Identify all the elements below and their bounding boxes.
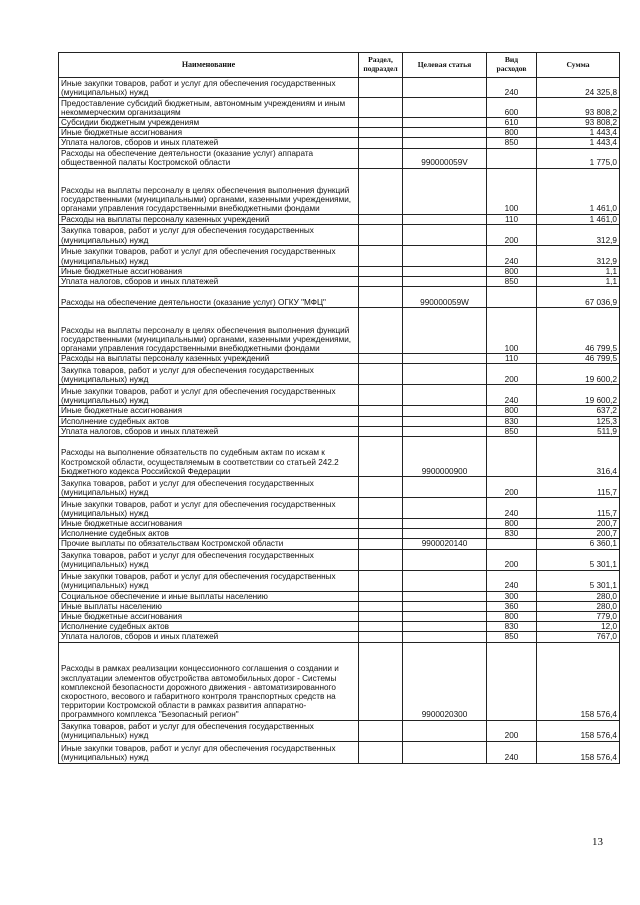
- cell-kind: 110: [487, 354, 537, 364]
- cell-sum: 93 808,2: [537, 118, 620, 128]
- cell-sum: 5 301,1: [537, 570, 620, 591]
- cell-section: [359, 308, 403, 354]
- table-row: [59, 549, 620, 570]
- cell-name: Иные бюджетные ассигнования: [59, 612, 359, 622]
- cell-section: [359, 148, 403, 168]
- cell-sum: 200,7: [537, 529, 620, 539]
- table-row: [59, 277, 620, 287]
- table-row: [59, 720, 620, 741]
- cell-sum: 12,0: [537, 622, 620, 632]
- cell-kind: 240: [487, 570, 537, 591]
- cell-sum: 1 775,0: [537, 148, 620, 168]
- cell-target: [403, 426, 487, 436]
- cell-name: Иные выплаты населению: [59, 601, 359, 611]
- cell-kind: 850: [487, 632, 537, 642]
- table-row: [59, 426, 620, 436]
- cell-sum: 511,9: [537, 426, 620, 436]
- table-row: [59, 406, 620, 416]
- cell-target: 990000059V: [403, 148, 487, 168]
- cell-name: Иные закупки товаров, работ и услуг для обеспечения государственных (муниципальных) нужд: [59, 385, 359, 406]
- table-row: [59, 741, 620, 763]
- cell-kind: 800: [487, 519, 537, 529]
- cell-kind: 110: [487, 214, 537, 224]
- cell-name: Исполнение судебных актов: [59, 622, 359, 632]
- cell-sum: 316,4: [537, 437, 620, 477]
- cell-target: [403, 385, 487, 406]
- cell-sum: 1,1: [537, 266, 620, 276]
- cell-target: [403, 549, 487, 570]
- cell-kind: 200: [487, 549, 537, 570]
- cell-name: Уплата налогов, сборов и иных платежей: [59, 426, 359, 436]
- cell-name: Исполнение судебных актов: [59, 416, 359, 426]
- cell-kind: 800: [487, 266, 537, 276]
- cell-section: [359, 416, 403, 426]
- table-row: [59, 224, 620, 245]
- cell-sum: 125,3: [537, 416, 620, 426]
- table-row: [59, 539, 620, 549]
- cell-sum: 19 600,2: [537, 385, 620, 406]
- cell-target: [403, 245, 487, 266]
- cell-section: [359, 632, 403, 642]
- cell-name: Предоставление субсидий бюджетным, автономным учреждениям и иным некоммерческим организациям: [59, 98, 359, 118]
- table-row: [59, 385, 620, 406]
- cell-sum: 46 799,5: [537, 308, 620, 354]
- cell-section: [359, 539, 403, 549]
- cell-target: [403, 364, 487, 385]
- cell-sum: 312,9: [537, 224, 620, 245]
- table-row: [59, 477, 620, 498]
- cell-section: [359, 266, 403, 276]
- cell-name: Иные закупки товаров, работ и услуг для обеспечения государственных (муниципальных) нужд: [59, 78, 359, 98]
- cell-name: Закупка товаров, работ и услуг для обеспечения государственных (муниципальных) нужд: [59, 549, 359, 570]
- cell-kind: [487, 437, 537, 477]
- cell-section: [359, 168, 403, 214]
- cell-name: Расходы на выплаты персоналу казенных учреждений: [59, 354, 359, 364]
- cell-name: Исполнение судебных актов: [59, 529, 359, 539]
- cell-name: Расходы на обеспечение деятельности (оказание услуг) ОГКУ "МФЦ": [59, 287, 359, 308]
- table-row: [59, 519, 620, 529]
- cell-sum: 1,1: [537, 277, 620, 287]
- table-row: [59, 98, 620, 118]
- cell-target: [403, 78, 487, 98]
- cell-name: Иные закупки товаров, работ и услуг для обеспечения государственных (муниципальных) нужд: [59, 741, 359, 763]
- cell-target: [403, 741, 487, 763]
- cell-name: Закупка товаров, работ и услуг для обеспечения государственных (муниципальных) нужд: [59, 364, 359, 385]
- table-row: [59, 570, 620, 591]
- cell-name: Иные бюджетные ассигнования: [59, 406, 359, 416]
- cell-kind: 100: [487, 308, 537, 354]
- cell-target: [403, 168, 487, 214]
- cell-section: [359, 138, 403, 148]
- cell-section: [359, 720, 403, 741]
- cell-name: Расходы на выполнение обязательств по судебным актам по искам к Костромской области, осуществляемым в соответствии со статьей 242.2 Бюджетного кодекса Российской Федерации: [59, 437, 359, 477]
- cell-section: [359, 406, 403, 416]
- cell-kind: 240: [487, 385, 537, 406]
- cell-target: [403, 224, 487, 245]
- cell-target: 9900000900: [403, 437, 487, 477]
- header-sum: Сумма: [537, 53, 620, 78]
- cell-sum: 280,0: [537, 591, 620, 601]
- cell-sum: 93 808,2: [537, 98, 620, 118]
- cell-name: Закупка товаров, работ и услуг для обеспечения государственных (муниципальных) нужд: [59, 720, 359, 741]
- cell-section: [359, 128, 403, 138]
- cell-sum: 312,9: [537, 245, 620, 266]
- cell-target: [403, 118, 487, 128]
- cell-sum: 158 576,4: [537, 741, 620, 763]
- cell-sum: 24 325,8: [537, 78, 620, 98]
- cell-target: 990000059W: [403, 287, 487, 308]
- cell-kind: 200: [487, 720, 537, 741]
- cell-kind: 850: [487, 277, 537, 287]
- table-row: [59, 529, 620, 539]
- cell-section: [359, 426, 403, 436]
- table-row: [59, 214, 620, 224]
- cell-target: [403, 98, 487, 118]
- cell-target: [403, 308, 487, 354]
- cell-kind: 830: [487, 622, 537, 632]
- cell-target: [403, 529, 487, 539]
- header-kind: Вид расходов: [487, 53, 537, 78]
- cell-section: [359, 385, 403, 406]
- cell-name: Иные бюджетные ассигнования: [59, 519, 359, 529]
- cell-name: Расходы на выплаты персоналу в целях обеспечения выполнения функций государственными (муниципальными) органами, казенными учреждениями, органами управления государственными внебюджетными фондами: [59, 308, 359, 354]
- table-row: [59, 148, 620, 168]
- cell-section: [359, 98, 403, 118]
- cell-kind: [487, 287, 537, 308]
- cell-kind: 240: [487, 741, 537, 763]
- cell-kind: 240: [487, 78, 537, 98]
- cell-section: [359, 529, 403, 539]
- cell-section: [359, 591, 403, 601]
- cell-kind: [487, 642, 537, 720]
- cell-name: Иные закупки товаров, работ и услуг для обеспечения государственных (муниципальных) нужд: [59, 498, 359, 519]
- cell-kind: [487, 148, 537, 168]
- cell-kind: 850: [487, 426, 537, 436]
- table-row: [59, 128, 620, 138]
- cell-kind: 830: [487, 416, 537, 426]
- cell-kind: 240: [487, 245, 537, 266]
- cell-section: [359, 477, 403, 498]
- table-row: [59, 118, 620, 128]
- cell-target: 9900020140: [403, 539, 487, 549]
- table-row: [59, 138, 620, 148]
- cell-target: [403, 612, 487, 622]
- cell-kind: 830: [487, 529, 537, 539]
- cell-kind: 100: [487, 168, 537, 214]
- cell-sum: 1 461,0: [537, 168, 620, 214]
- cell-name: Прочие выплаты по обязательствам Костромской области: [59, 539, 359, 549]
- cell-section: [359, 245, 403, 266]
- cell-section: [359, 549, 403, 570]
- table-row: [59, 622, 620, 632]
- cell-sum: 1 443,4: [537, 128, 620, 138]
- cell-section: [359, 287, 403, 308]
- cell-section: [359, 741, 403, 763]
- cell-section: [359, 519, 403, 529]
- cell-sum: 1 461,0: [537, 214, 620, 224]
- cell-name: Расходы на выплаты персоналу казенных учреждений: [59, 214, 359, 224]
- cell-target: [403, 591, 487, 601]
- cell-sum: 767,0: [537, 632, 620, 642]
- cell-sum: 67 036,9: [537, 287, 620, 308]
- cell-kind: 240: [487, 498, 537, 519]
- cell-target: [403, 570, 487, 591]
- table-row: [59, 308, 620, 354]
- table-row: [59, 601, 620, 611]
- cell-sum: 200,7: [537, 519, 620, 529]
- cell-name: Уплата налогов, сборов и иных платежей: [59, 632, 359, 642]
- cell-section: [359, 642, 403, 720]
- table-row: [59, 266, 620, 276]
- cell-target: [403, 266, 487, 276]
- cell-target: [403, 354, 487, 364]
- cell-section: [359, 214, 403, 224]
- cell-sum: 5 301,1: [537, 549, 620, 570]
- cell-sum: 19 600,2: [537, 364, 620, 385]
- cell-kind: 610: [487, 118, 537, 128]
- cell-name: Закупка товаров, работ и услуг для обеспечения государственных (муниципальных) нужд: [59, 477, 359, 498]
- cell-sum: 6 360,1: [537, 539, 620, 549]
- budget-table: [58, 52, 620, 764]
- cell-target: [403, 416, 487, 426]
- cell-target: [403, 632, 487, 642]
- table-row: [59, 612, 620, 622]
- cell-section: [359, 570, 403, 591]
- cell-section: [359, 118, 403, 128]
- cell-kind: 600: [487, 98, 537, 118]
- cell-section: [359, 224, 403, 245]
- cell-section: [359, 354, 403, 364]
- cell-name: Уплата налогов, сборов и иных платежей: [59, 138, 359, 148]
- cell-sum: 158 576,4: [537, 720, 620, 741]
- cell-target: [403, 601, 487, 611]
- cell-section: [359, 277, 403, 287]
- cell-target: [403, 622, 487, 632]
- cell-sum: 1 443,4: [537, 138, 620, 148]
- table-row: [59, 642, 620, 720]
- cell-kind: 800: [487, 406, 537, 416]
- table-row: [59, 437, 620, 477]
- cell-target: [403, 138, 487, 148]
- cell-name: Иные бюджетные ассигнования: [59, 266, 359, 276]
- cell-target: [403, 406, 487, 416]
- cell-target: [403, 720, 487, 741]
- cell-section: [359, 78, 403, 98]
- page-number: 13: [592, 836, 603, 848]
- cell-kind: 800: [487, 612, 537, 622]
- cell-section: [359, 437, 403, 477]
- table-row: [59, 364, 620, 385]
- cell-sum: 115,7: [537, 498, 620, 519]
- cell-name: Расходы в рамках реализации концессионного соглашения о создании и эксплуатации элементов обустройства автомобильных дорог - Системы комплексной безопасности дорожного движения - автоматизированного скоростного, весового и габаритного контроля транспортных средств на территории Костромской области в рамках развития аппаратно-программного комплекса "Безопасный регион": [59, 642, 359, 720]
- cell-section: [359, 364, 403, 385]
- cell-target: [403, 128, 487, 138]
- cell-kind: [487, 539, 537, 549]
- cell-name: Расходы на выплаты персоналу в целях обеспечения выполнения функций государственными (муниципальными) органами, казенными учреждениями, органами управления государственными внебюджетными фондами: [59, 168, 359, 214]
- cell-sum: 46 799,5: [537, 354, 620, 364]
- table-row: [59, 287, 620, 308]
- cell-name: Расходы на обеспечение деятельности (оказание услуг) аппарата общественной палаты Костромской области: [59, 148, 359, 168]
- table-row: [59, 632, 620, 642]
- cell-kind: 200: [487, 477, 537, 498]
- header-section: Раздел, подраздел: [359, 53, 403, 78]
- cell-section: [359, 612, 403, 622]
- cell-name: Социальное обеспечение и иные выплаты населению: [59, 591, 359, 601]
- cell-kind: 800: [487, 128, 537, 138]
- cell-name: Иные закупки товаров, работ и услуг для обеспечения государственных (муниципальных) нужд: [59, 570, 359, 591]
- cell-name: Иные закупки товаров, работ и услуг для обеспечения государственных (муниципальных) нужд: [59, 245, 359, 266]
- cell-name: Уплата налогов, сборов и иных платежей: [59, 277, 359, 287]
- cell-kind: 360: [487, 601, 537, 611]
- cell-section: [359, 601, 403, 611]
- cell-sum: 158 576,4: [537, 642, 620, 720]
- cell-kind: 300: [487, 591, 537, 601]
- cell-sum: 779,0: [537, 612, 620, 622]
- cell-kind: 200: [487, 224, 537, 245]
- table-row: [59, 168, 620, 214]
- cell-name: Субсидии бюджетным учреждениям: [59, 118, 359, 128]
- cell-name: Закупка товаров, работ и услуг для обеспечения государственных (муниципальных) нужд: [59, 224, 359, 245]
- cell-target: [403, 477, 487, 498]
- cell-target: [403, 214, 487, 224]
- cell-name: Иные бюджетные ассигнования: [59, 128, 359, 138]
- table-row: [59, 78, 620, 98]
- table-row: [59, 416, 620, 426]
- cell-section: [359, 622, 403, 632]
- cell-target: [403, 519, 487, 529]
- header-target: Целевая статья: [403, 53, 487, 78]
- cell-target: [403, 498, 487, 519]
- cell-target: 9900020300: [403, 642, 487, 720]
- table-row: [59, 354, 620, 364]
- cell-section: [359, 498, 403, 519]
- table-row: [59, 245, 620, 266]
- cell-sum: 280,0: [537, 601, 620, 611]
- table-body: [59, 78, 620, 764]
- cell-sum: 637,2: [537, 406, 620, 416]
- cell-kind: 850: [487, 138, 537, 148]
- cell-kind: 200: [487, 364, 537, 385]
- table-row: [59, 591, 620, 601]
- table-header-row: [59, 53, 620, 78]
- table-row: [59, 498, 620, 519]
- cell-sum: 115,7: [537, 477, 620, 498]
- header-name: Наименование: [59, 53, 359, 78]
- cell-target: [403, 277, 487, 287]
